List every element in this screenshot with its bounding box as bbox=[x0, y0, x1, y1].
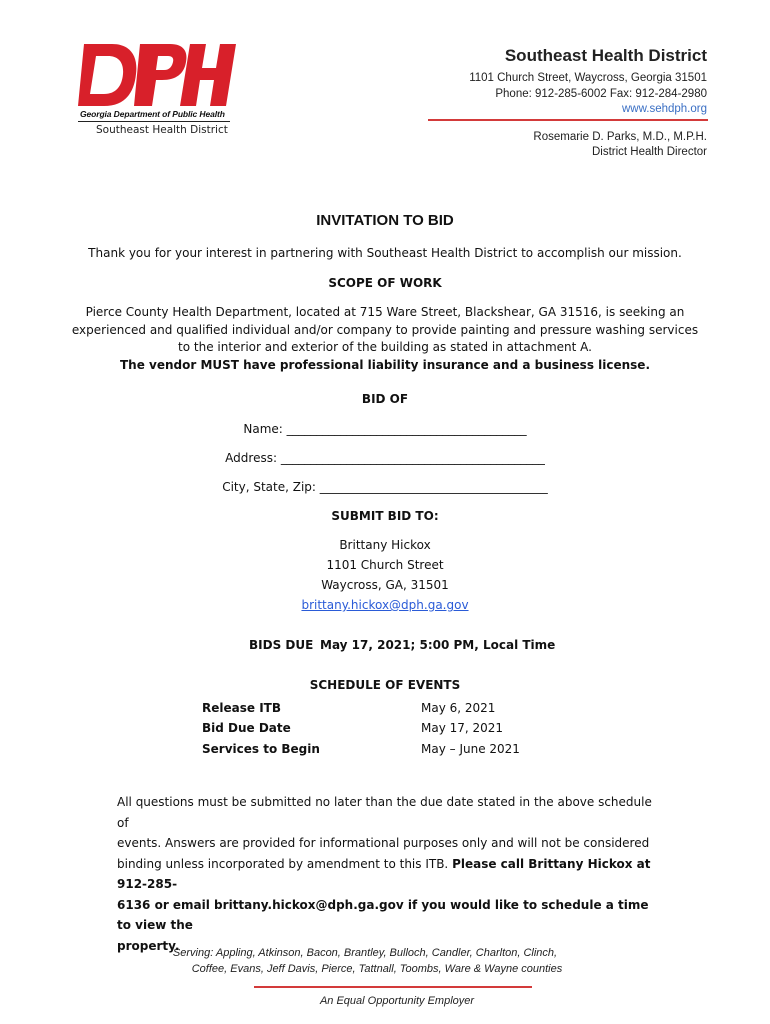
org-name: Southeast Health District bbox=[504, 46, 707, 65]
closing-line: property. bbox=[117, 938, 180, 953]
dph-logo-mark bbox=[78, 44, 238, 110]
closing-paragraph bbox=[117, 792, 657, 956]
submit-email-wrap bbox=[0, 598, 770, 612]
org-address: 1101 Church Street, Waycross, Georgia 31501 bbox=[469, 72, 707, 84]
logo-department-text: Georgia Department of Public Health bbox=[80, 109, 225, 119]
schedule-value: May – June 2021 bbox=[421, 742, 520, 756]
schedule-heading: SCHEDULE OF EVENTS bbox=[309, 678, 461, 692]
serving-counties-line1: Serving: Appling, Atkinson, Bacon, Brantley, Bulloch, Candler, Charlton, Clinch, bbox=[172, 947, 558, 959]
submit-email-link[interactable]: brittany.hickox@dph.ga.gov bbox=[301, 598, 469, 612]
org-phone-fax: Phone: 912-285-6002 Fax: 912-284-2980 bbox=[495, 88, 707, 100]
scope-heading: SCOPE OF WORK bbox=[328, 276, 442, 290]
submit-street: 1101 Church Street bbox=[326, 558, 444, 572]
closing-line: All questions must be submitted no later than the due date stated in the above schedule of bbox=[117, 795, 652, 830]
closing-line: events. Answers are provided for informational purposes only and will not be considered bbox=[117, 836, 650, 850]
scope-paragraph bbox=[0, 304, 770, 374]
director-title: District Health Director bbox=[591, 146, 707, 158]
bids-due-label: BIDS DUE bbox=[249, 638, 314, 652]
footer-divider bbox=[254, 986, 532, 988]
header-divider bbox=[428, 119, 708, 121]
schedule-label: Bid Due Date bbox=[202, 721, 291, 735]
dph-logo bbox=[78, 44, 238, 139]
equal-opportunity-text: An Equal Opportunity Employer bbox=[319, 995, 475, 1007]
closing-line-mixed bbox=[117, 854, 657, 895]
scope-line: experienced and qualified individual and/or company to provide painting and pressure washing services bbox=[71, 322, 699, 337]
schedule-value: May 17, 2021 bbox=[421, 721, 504, 735]
scope-requirement: The vendor MUST have professional liability insurance and a business license. bbox=[119, 357, 651, 372]
org-website-link[interactable]: www.sehdph.org bbox=[621, 103, 707, 115]
address-field[interactable]: Address: ____________________________________________ bbox=[225, 451, 545, 465]
logo-divider bbox=[78, 121, 230, 122]
bid-of-heading: BID OF bbox=[361, 392, 409, 406]
submit-city: Waycross, GA, 31501 bbox=[321, 578, 449, 592]
scope-line: to the interior and exterior of the building as stated in attachment A. bbox=[178, 340, 592, 354]
document-title: INVITATION TO BID bbox=[316, 212, 454, 229]
name-field[interactable]: Name: ________________________________________ bbox=[243, 422, 527, 436]
logo-district-text: Southeast Health District bbox=[96, 124, 228, 136]
closing-text: binding unless incorporated by amendment to this ITB. bbox=[117, 856, 453, 871]
submit-heading: SUBMIT BID TO: bbox=[331, 509, 439, 523]
director-name: Rosemarie D. Parks, M.D., M.P.H. bbox=[533, 131, 707, 143]
city-state-zip-field[interactable]: City, State, Zip: ______________________________________ bbox=[222, 480, 548, 494]
schedule-label: Release ITB bbox=[202, 701, 281, 715]
submit-name: Brittany Hickox bbox=[339, 538, 431, 552]
thanks-text: Thank you for your interest in partnering with Southeast Health District to accomplish our mission. bbox=[88, 246, 682, 260]
scope-line: Pierce County Health Department, located at 715 Ware Street, Blackshear, GA 31516, is seeking an bbox=[85, 305, 685, 319]
schedule-label: Services to Begin bbox=[202, 742, 320, 756]
serving-counties-line2: Coffee, Evans, Jeff Davis, Pierce, Tattnall, Toombs, Ware & Wayne counties bbox=[191, 963, 563, 975]
closing-line: 6136 or email brittany.hickox@dph.ga.gov if you would like to schedule a time to view the bbox=[117, 897, 649, 932]
closing-call-text: Please call Brittany Hickox at 912-285- bbox=[117, 856, 651, 891]
bids-due-value: May 17, 2021; 5:00 PM, Local Time bbox=[320, 638, 556, 652]
schedule-value: May 6, 2021 bbox=[421, 701, 496, 715]
